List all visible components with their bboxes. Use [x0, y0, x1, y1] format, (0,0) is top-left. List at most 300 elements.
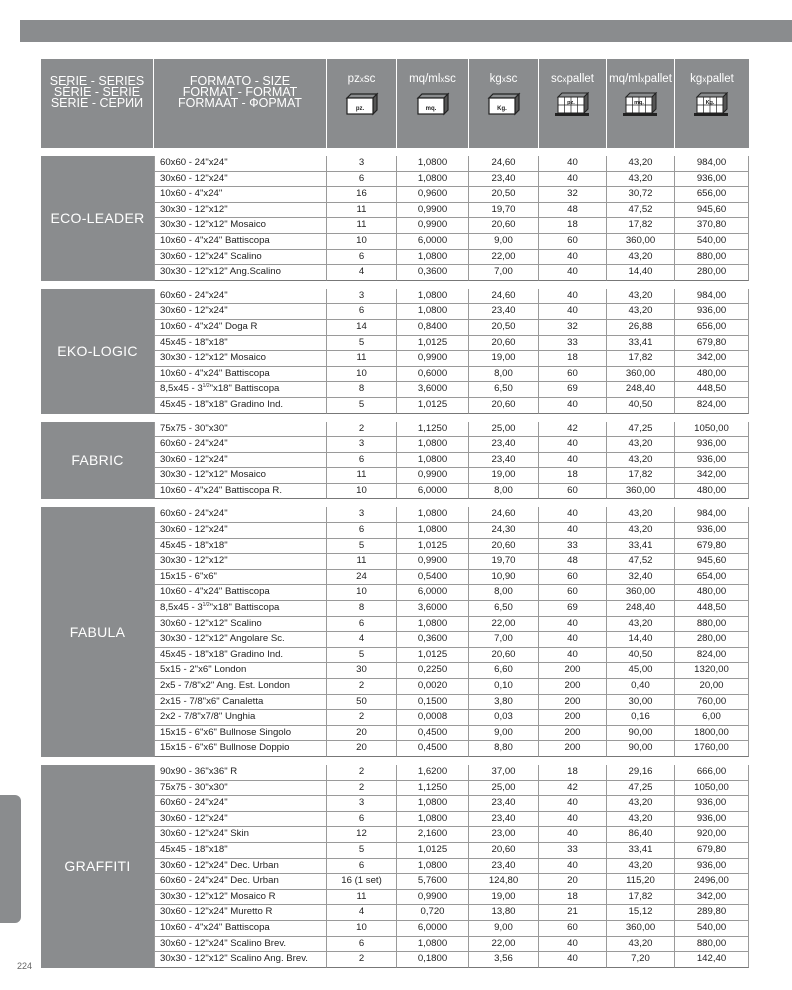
value-cell: 1760,00: [675, 741, 749, 757]
size-cell: 75x75 - 30"x30": [154, 781, 327, 797]
value-cell: 10: [327, 585, 397, 601]
value-cell: 43,20: [607, 859, 675, 875]
size-cell: 10x60 - 4"x24": [154, 187, 327, 203]
value-cell: 33,41: [607, 539, 675, 555]
value-cell: 1,0800: [397, 453, 469, 469]
series-group-graffiti: [41, 765, 749, 968]
size-cell: 10x60 - 4"x24" Doga R: [154, 320, 327, 336]
value-cell: 30,00: [607, 695, 675, 711]
series-group-eco-leader: [41, 156, 749, 281]
size-cell: 30x30 - 12"x12" Mosaico: [154, 218, 327, 234]
value-cell: 0,9900: [397, 218, 469, 234]
value-cell: 0,9900: [397, 203, 469, 219]
value-cell: 6,50: [469, 601, 539, 617]
value-cell: 47,52: [607, 203, 675, 219]
value-cell: 24,60: [469, 156, 539, 172]
value-cell: 6,0000: [397, 234, 469, 250]
page-number: 224: [17, 961, 33, 971]
value-cell: 1,0800: [397, 812, 469, 828]
value-cell: 20,50: [469, 320, 539, 336]
value-cell: 248,40: [607, 601, 675, 617]
size-cell: 30x30 - 12"x12" Scalino Ang. Brev.: [154, 952, 327, 968]
value-cell: 11: [327, 351, 397, 367]
size-cell: 30x60 - 12"x24" Muretto R: [154, 905, 327, 921]
header-unit-2: mq/mlxsc mq.: [397, 59, 469, 148]
value-cell: 1050,00: [675, 422, 749, 438]
value-cell: 370,80: [675, 218, 749, 234]
value-cell: 18: [539, 351, 607, 367]
value-cell: 936,00: [675, 796, 749, 812]
value-cell: 20: [327, 741, 397, 757]
value-cell: 19,00: [469, 468, 539, 484]
value-cell: 6,50: [469, 382, 539, 398]
value-cell: 1,0800: [397, 507, 469, 523]
value-cell: 43,20: [607, 156, 675, 172]
value-cell: 18: [539, 218, 607, 234]
size-cell: 30x60 - 12"x24" Skin: [154, 827, 327, 843]
value-cell: 22,00: [469, 250, 539, 266]
value-cell: 920,00: [675, 827, 749, 843]
value-cell: 1,0800: [397, 523, 469, 539]
value-cell: 6: [327, 250, 397, 266]
value-cell: 200: [539, 695, 607, 711]
value-cell: 33: [539, 843, 607, 859]
value-cell: 3: [327, 796, 397, 812]
table-row: [41, 422, 749, 438]
value-cell: 3,6000: [397, 382, 469, 398]
value-cell: 19,70: [469, 203, 539, 219]
value-cell: 69: [539, 382, 607, 398]
value-cell: 115,20: [607, 874, 675, 890]
value-cell: 200: [539, 741, 607, 757]
svg-text:mq.: mq.: [633, 100, 644, 106]
value-cell: 32: [539, 320, 607, 336]
value-cell: 29,16: [607, 765, 675, 781]
value-cell: 23,40: [469, 172, 539, 188]
value-cell: 824,00: [675, 648, 749, 664]
value-cell: 5: [327, 648, 397, 664]
value-cell: 0,9900: [397, 468, 469, 484]
value-cell: 984,00: [675, 289, 749, 305]
size-cell: 45x45 - 18"x18": [154, 539, 327, 555]
value-cell: 6: [327, 453, 397, 469]
value-cell: 200: [539, 663, 607, 679]
table-row: [41, 765, 749, 781]
size-cell: 30x60 - 12"x24": [154, 812, 327, 828]
value-cell: 33,41: [607, 336, 675, 352]
value-cell: 30: [327, 663, 397, 679]
value-cell: 23,40: [469, 453, 539, 469]
value-cell: 2,1600: [397, 827, 469, 843]
value-cell: 1,0800: [397, 156, 469, 172]
value-cell: 32,40: [607, 570, 675, 586]
value-cell: 480,00: [675, 484, 749, 500]
value-cell: 40: [539, 952, 607, 968]
value-cell: 289,80: [675, 905, 749, 921]
size-cell: 30x30 - 12"x12" Mosaico R: [154, 890, 327, 906]
size-cell: 10x60 - 4"x24" Battiscopa R.: [154, 484, 327, 500]
packaging-table: [41, 59, 749, 968]
value-cell: 60: [539, 234, 607, 250]
value-cell: 6,0000: [397, 484, 469, 500]
value-cell: 22,00: [469, 617, 539, 633]
size-cell: 10x60 - 4"x24" Battiscopa: [154, 585, 327, 601]
size-cell: 10x60 - 4"x24" Battiscopa: [154, 921, 327, 937]
value-cell: 47,25: [607, 781, 675, 797]
value-cell: 25,00: [469, 781, 539, 797]
value-cell: 8: [327, 382, 397, 398]
series-name: EKO-LOGIC: [41, 289, 154, 414]
series-name: FABULA: [41, 507, 154, 757]
header-size: FORMATO - SIZE FORMAT - FORMAT FORMAAT - ФОРМАТ: [154, 59, 327, 148]
value-cell: 936,00: [675, 304, 749, 320]
series-name: ECO-LEADER: [41, 156, 154, 281]
value-cell: 936,00: [675, 437, 749, 453]
value-cell: 342,00: [675, 890, 749, 906]
value-cell: 1,0125: [397, 843, 469, 859]
value-cell: 40: [539, 859, 607, 875]
value-cell: 43,20: [607, 617, 675, 633]
value-cell: 2: [327, 710, 397, 726]
value-cell: 1,0125: [397, 648, 469, 664]
value-cell: 0,9600: [397, 187, 469, 203]
value-cell: 50: [327, 695, 397, 711]
value-cell: 200: [539, 726, 607, 742]
size-cell: 30x30 - 12"x12" Mosaico: [154, 468, 327, 484]
value-cell: 936,00: [675, 859, 749, 875]
value-cell: 540,00: [675, 921, 749, 937]
value-cell: 5: [327, 843, 397, 859]
value-cell: 23,40: [469, 859, 539, 875]
pallet-icon: [620, 92, 662, 118]
size-cell: 15x15 - 6"x6": [154, 570, 327, 586]
value-cell: 32: [539, 187, 607, 203]
value-cell: 2: [327, 781, 397, 797]
value-cell: 43,20: [607, 304, 675, 320]
value-cell: 200: [539, 710, 607, 726]
value-cell: 8,00: [469, 367, 539, 383]
value-cell: 40: [539, 398, 607, 414]
svg-text:pz.: pz.: [566, 100, 575, 106]
series-group-fabric: [41, 422, 749, 500]
header-unit-3: kgxsc Kg.: [469, 59, 539, 148]
value-cell: 7,20: [607, 952, 675, 968]
value-cell: 24,60: [469, 289, 539, 305]
value-cell: 0,3600: [397, 265, 469, 281]
value-cell: 9,00: [469, 921, 539, 937]
value-cell: 40: [539, 265, 607, 281]
value-cell: 24,60: [469, 507, 539, 523]
value-cell: 30,72: [607, 187, 675, 203]
value-cell: 40: [539, 827, 607, 843]
value-cell: 1,0800: [397, 796, 469, 812]
value-cell: 1,0800: [397, 937, 469, 953]
table-header: [41, 59, 749, 148]
value-cell: 6,60: [469, 663, 539, 679]
value-cell: 40: [539, 437, 607, 453]
value-cell: 3: [327, 156, 397, 172]
value-cell: 43,20: [607, 937, 675, 953]
value-cell: 200: [539, 679, 607, 695]
value-cell: 1,0125: [397, 336, 469, 352]
value-cell: 0,4500: [397, 741, 469, 757]
value-cell: 0,40: [607, 679, 675, 695]
value-cell: 4: [327, 265, 397, 281]
pallet-icon: [691, 92, 733, 118]
value-cell: 16 (1 set): [327, 874, 397, 890]
value-cell: 43,20: [607, 796, 675, 812]
value-cell: 984,00: [675, 156, 749, 172]
value-cell: 1,1250: [397, 781, 469, 797]
value-cell: 43,20: [607, 289, 675, 305]
size-cell: $8,5x45 - 3^{1/2}"x18$" Battiscopa: [154, 601, 327, 617]
value-cell: 69: [539, 601, 607, 617]
size-cell: 15x15 - 6"x6" Bullnose Singolo: [154, 726, 327, 742]
value-cell: 936,00: [675, 523, 749, 539]
value-cell: 16: [327, 187, 397, 203]
value-cell: 2: [327, 765, 397, 781]
value-cell: 33: [539, 336, 607, 352]
value-cell: 9,00: [469, 234, 539, 250]
value-cell: 342,00: [675, 468, 749, 484]
value-cell: 984,00: [675, 507, 749, 523]
size-cell: 30x30 - 12"x12": [154, 203, 327, 219]
size-cell: 2x2 - 7/8"x7/8" Unghia: [154, 710, 327, 726]
value-cell: 33: [539, 539, 607, 555]
value-cell: 2: [327, 679, 397, 695]
value-cell: 40: [539, 632, 607, 648]
value-cell: 936,00: [675, 453, 749, 469]
value-cell: 18: [539, 890, 607, 906]
value-cell: 6: [327, 617, 397, 633]
value-cell: 60: [539, 367, 607, 383]
value-cell: 15,12: [607, 905, 675, 921]
value-cell: 23,40: [469, 796, 539, 812]
value-cell: 4: [327, 632, 397, 648]
value-cell: 20,60: [469, 336, 539, 352]
size-cell: 30x30 - 12"x12" Ang.Scalino: [154, 265, 327, 281]
value-cell: 17,82: [607, 890, 675, 906]
value-cell: 0,1800: [397, 952, 469, 968]
value-cell: 40,50: [607, 398, 675, 414]
value-cell: 40: [539, 937, 607, 953]
value-cell: 11: [327, 203, 397, 219]
value-cell: 360,00: [607, 234, 675, 250]
value-cell: 40,50: [607, 648, 675, 664]
value-cell: 40: [539, 250, 607, 266]
series-group-fabula: [41, 507, 749, 757]
value-cell: 20,60: [469, 218, 539, 234]
size-cell: 30x60 - 12"x24" Dec. Urban: [154, 859, 327, 875]
value-cell: 0,2250: [397, 663, 469, 679]
value-cell: 47,25: [607, 422, 675, 438]
value-cell: 10: [327, 921, 397, 937]
value-cell: 342,00: [675, 351, 749, 367]
value-cell: 280,00: [675, 265, 749, 281]
value-cell: 124,80: [469, 874, 539, 890]
size-cell: 60x60 - 24"x24": [154, 796, 327, 812]
size-cell: 45x45 - 18"x18": [154, 336, 327, 352]
value-cell: 20: [327, 726, 397, 742]
value-cell: 43,20: [607, 453, 675, 469]
value-cell: 6: [327, 172, 397, 188]
value-cell: 0,16: [607, 710, 675, 726]
value-cell: 0,10: [469, 679, 539, 695]
size-cell: 30x60 - 12"x24": [154, 172, 327, 188]
value-cell: 880,00: [675, 937, 749, 953]
value-cell: 8: [327, 601, 397, 617]
value-cell: 23,00: [469, 827, 539, 843]
value-cell: 0,720: [397, 905, 469, 921]
size-cell: 30x60 - 12"x24": [154, 304, 327, 320]
value-cell: 5: [327, 336, 397, 352]
value-cell: 6: [327, 304, 397, 320]
size-cell: 10x60 - 4"x24" Battiscopa: [154, 367, 327, 383]
box-icon: [414, 92, 452, 116]
value-cell: 142,40: [675, 952, 749, 968]
value-cell: 18: [539, 765, 607, 781]
value-cell: 2: [327, 422, 397, 438]
value-cell: 2: [327, 952, 397, 968]
value-cell: 40: [539, 289, 607, 305]
size-cell: 60x60 - 24"x24": [154, 289, 327, 305]
size-cell: 60x60 - 24"x24": [154, 507, 327, 523]
value-cell: 48: [539, 554, 607, 570]
value-cell: 6,0000: [397, 921, 469, 937]
pallet-icon: [552, 92, 594, 118]
value-cell: 20,50: [469, 187, 539, 203]
size-cell: 5x15 - 2"x6" London: [154, 663, 327, 679]
value-cell: 5: [327, 539, 397, 555]
size-cell: 30x30 - 12"x12": [154, 554, 327, 570]
size-cell: 60x60 - 24"x24": [154, 437, 327, 453]
series-name: GRAFFITI: [41, 765, 154, 968]
size-cell: 30x30 - 12"x12" Angolare Sc.: [154, 632, 327, 648]
value-cell: 0,0008: [397, 710, 469, 726]
value-cell: 17,82: [607, 351, 675, 367]
value-cell: 824,00: [675, 398, 749, 414]
value-cell: 480,00: [675, 585, 749, 601]
value-cell: 1800,00: [675, 726, 749, 742]
value-cell: 1320,00: [675, 663, 749, 679]
size-cell: 60x60 - 24"x24" Dec. Urban: [154, 874, 327, 890]
value-cell: 20,60: [469, 648, 539, 664]
value-cell: 360,00: [607, 367, 675, 383]
value-cell: 33,41: [607, 843, 675, 859]
value-cell: 48: [539, 203, 607, 219]
size-cell: 45x45 - 18"x18" Gradino Ind.: [154, 398, 327, 414]
value-cell: 6: [327, 859, 397, 875]
value-cell: 43,20: [607, 172, 675, 188]
value-cell: 43,20: [607, 437, 675, 453]
value-cell: 4: [327, 905, 397, 921]
value-cell: 679,80: [675, 843, 749, 859]
value-cell: 14: [327, 320, 397, 336]
value-cell: 60: [539, 921, 607, 937]
size-cell: $8,5x45 - 3^{1/2}"x18$" Battiscopa: [154, 382, 327, 398]
value-cell: 1,0800: [397, 289, 469, 305]
value-cell: 20,00: [675, 679, 749, 695]
header-unit-6: kgxpallet Kg.: [675, 59, 749, 148]
size-cell: 15x15 - 6"x6" Bullnose Doppio: [154, 741, 327, 757]
size-cell: 30x60 - 12"x24" Scalino: [154, 250, 327, 266]
value-cell: 19,00: [469, 351, 539, 367]
value-cell: 43,20: [607, 507, 675, 523]
value-cell: 1,1250: [397, 422, 469, 438]
value-cell: 936,00: [675, 812, 749, 828]
value-cell: 360,00: [607, 484, 675, 500]
value-cell: 23,40: [469, 812, 539, 828]
value-cell: 880,00: [675, 250, 749, 266]
value-cell: 12: [327, 827, 397, 843]
value-cell: 37,00: [469, 765, 539, 781]
value-cell: 1,0125: [397, 539, 469, 555]
value-cell: 480,00: [675, 367, 749, 383]
value-cell: 86,40: [607, 827, 675, 843]
value-cell: 5: [327, 398, 397, 414]
value-cell: 6,00: [675, 710, 749, 726]
value-cell: 5,7600: [397, 874, 469, 890]
value-cell: 3: [327, 289, 397, 305]
value-cell: 0,3600: [397, 632, 469, 648]
value-cell: 60: [539, 570, 607, 586]
value-cell: 18: [539, 468, 607, 484]
value-cell: 448,50: [675, 382, 749, 398]
value-cell: 11: [327, 218, 397, 234]
value-cell: 679,80: [675, 336, 749, 352]
value-cell: 40: [539, 304, 607, 320]
series-name: FABRIC: [41, 422, 154, 500]
size-cell: 2x5 - 7/8"x2" Ang. Est. London: [154, 679, 327, 695]
value-cell: 14,40: [607, 632, 675, 648]
value-cell: 3,80: [469, 695, 539, 711]
series-group-eko-logic: [41, 289, 749, 414]
size-cell: 90x90 - 36"x36" R: [154, 765, 327, 781]
size-cell: 45x45 - 18"x18": [154, 843, 327, 859]
value-cell: 22,00: [469, 937, 539, 953]
value-cell: 1,0800: [397, 437, 469, 453]
value-cell: 9,00: [469, 726, 539, 742]
header-unit-5: mq/mlxpallet mq.: [607, 59, 675, 148]
value-cell: 60: [539, 484, 607, 500]
value-cell: 679,80: [675, 539, 749, 555]
value-cell: 6: [327, 937, 397, 953]
value-cell: 45,00: [607, 663, 675, 679]
value-cell: 40: [539, 812, 607, 828]
value-cell: 26,88: [607, 320, 675, 336]
value-cell: 540,00: [675, 234, 749, 250]
value-cell: 20,60: [469, 843, 539, 859]
value-cell: 7,00: [469, 265, 539, 281]
value-cell: 0,9900: [397, 554, 469, 570]
value-cell: 280,00: [675, 632, 749, 648]
value-cell: 24,30: [469, 523, 539, 539]
value-cell: 11: [327, 890, 397, 906]
value-cell: 25,00: [469, 422, 539, 438]
value-cell: 1050,00: [675, 781, 749, 797]
value-cell: 1,6200: [397, 765, 469, 781]
value-cell: 0,8400: [397, 320, 469, 336]
value-cell: 40: [539, 172, 607, 188]
value-cell: 3,6000: [397, 601, 469, 617]
box-icon: [485, 92, 523, 116]
value-cell: 43,20: [607, 250, 675, 266]
value-cell: 2496,00: [675, 874, 749, 890]
table-row: [41, 507, 749, 523]
value-cell: 42: [539, 781, 607, 797]
size-cell: 10x60 - 4"x24" Battiscopa: [154, 234, 327, 250]
value-cell: 654,00: [675, 570, 749, 586]
